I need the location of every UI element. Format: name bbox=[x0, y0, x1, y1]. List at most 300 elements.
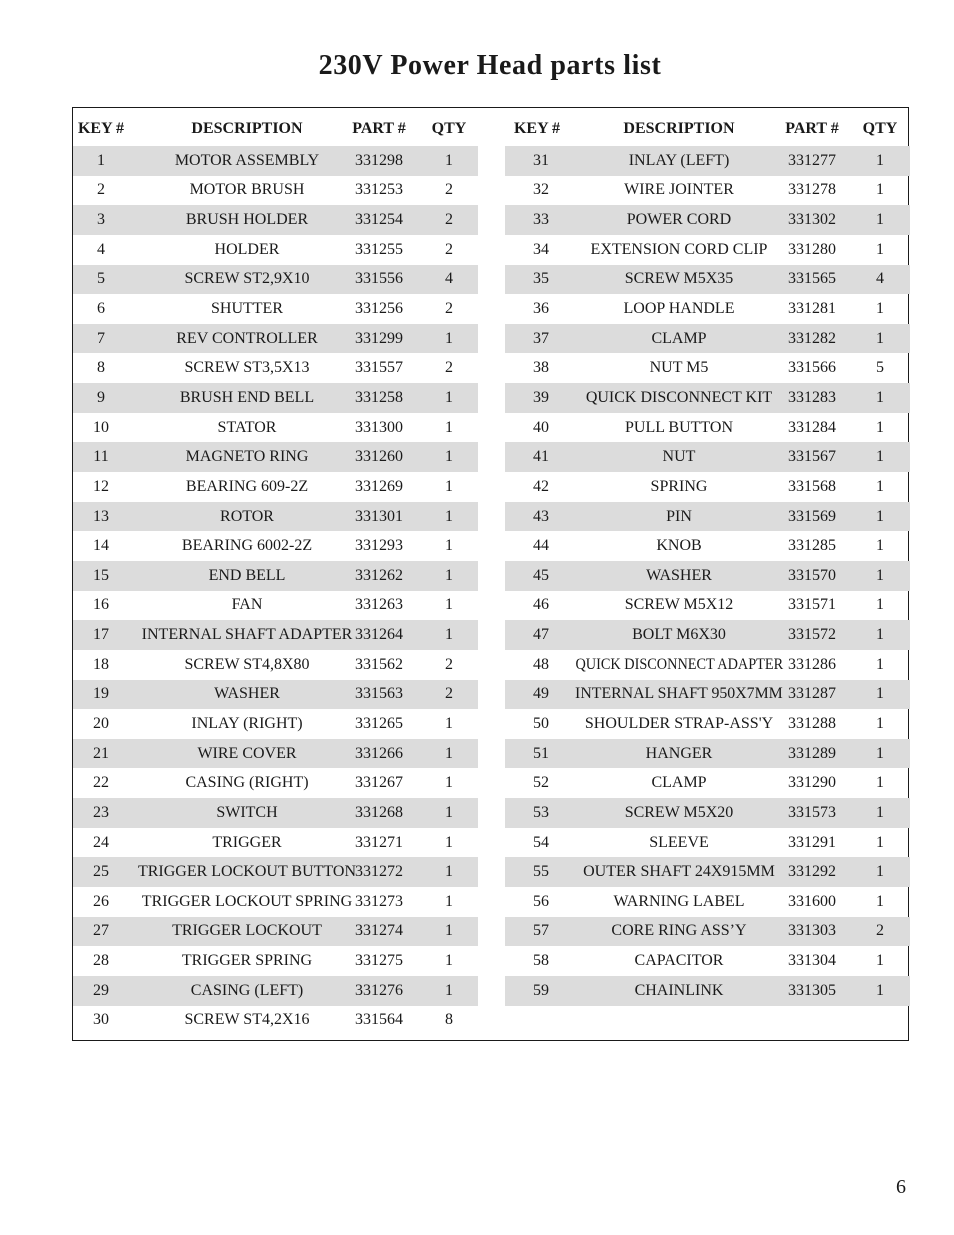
quantity-cell: 4 bbox=[445, 270, 453, 288]
table-row bbox=[505, 324, 910, 354]
description-cell: INLAY (LEFT) bbox=[628, 151, 730, 169]
key-cell: 27 bbox=[93, 922, 109, 940]
key-cell: 39 bbox=[533, 388, 549, 406]
key-cell: 55 bbox=[533, 863, 549, 881]
key-cell: 38 bbox=[533, 359, 549, 377]
part-number-cell: 331293 bbox=[355, 537, 403, 555]
part-number-cell: 331266 bbox=[355, 744, 403, 762]
table-row bbox=[505, 591, 910, 621]
description-cell: SPRING bbox=[650, 477, 708, 495]
part-number-cell: 331272 bbox=[355, 863, 403, 881]
quantity-cell: 1 bbox=[876, 418, 884, 436]
quantity-cell: 1 bbox=[876, 626, 884, 644]
part-number-cell: 331571 bbox=[788, 596, 836, 614]
part-number-cell: 331285 bbox=[788, 537, 836, 555]
description-cell: BRUSH END BELL bbox=[179, 388, 315, 406]
key-cell: 53 bbox=[533, 803, 549, 821]
key-cell: 28 bbox=[93, 952, 109, 970]
description-cell: WIRE COVER bbox=[197, 744, 297, 762]
description-cell: FAN bbox=[231, 596, 263, 614]
part-number-cell: 331286 bbox=[788, 655, 836, 673]
description-cell: SCREW ST3,5X13 bbox=[184, 359, 310, 377]
part-number-cell: 331254 bbox=[355, 211, 403, 229]
key-cell: 13 bbox=[93, 507, 109, 525]
description-cell: CORE RING ASS’Y bbox=[611, 922, 747, 940]
quantity-cell: 1 bbox=[876, 774, 884, 792]
part-number-cell: 331269 bbox=[355, 477, 403, 495]
table-row bbox=[73, 709, 478, 739]
quantity-cell: 1 bbox=[445, 596, 453, 614]
part-number-cell: 331274 bbox=[355, 922, 403, 940]
description-cell: PULL BUTTON bbox=[625, 418, 733, 436]
table-row bbox=[73, 917, 478, 947]
key-cell: 3 bbox=[97, 211, 105, 229]
description-cell: TRIGGER SPRING bbox=[181, 952, 313, 970]
quantity-cell: 1 bbox=[445, 566, 453, 584]
quantity-cell: 1 bbox=[876, 181, 884, 199]
part-number-cell: 331600 bbox=[788, 892, 836, 910]
part-number-cell: 331572 bbox=[788, 626, 836, 644]
part-number-cell: 331569 bbox=[788, 507, 836, 525]
key-cell: 40 bbox=[533, 418, 549, 436]
table-row bbox=[505, 709, 910, 739]
part-number-cell: 331282 bbox=[788, 329, 836, 347]
key-cell: 2 bbox=[97, 181, 105, 199]
description-cell: EXTENSION CORD CLIP bbox=[590, 240, 768, 258]
table-row bbox=[505, 798, 910, 828]
header-qty: QTY bbox=[862, 120, 898, 137]
quantity-cell: 1 bbox=[445, 981, 453, 999]
key-cell: 56 bbox=[533, 892, 549, 910]
description-cell: MOTOR BRUSH bbox=[189, 181, 305, 199]
table-row bbox=[505, 857, 910, 887]
part-number-cell: 331278 bbox=[788, 181, 836, 199]
table-row bbox=[73, 976, 478, 1006]
key-cell: 36 bbox=[533, 300, 549, 318]
table-row bbox=[73, 739, 478, 769]
description-cell: MAGNETO RING bbox=[185, 448, 309, 466]
description-cell: SCREW ST4,8X80 bbox=[184, 655, 310, 673]
table-row bbox=[505, 917, 910, 947]
table-row bbox=[73, 205, 478, 235]
key-cell: 34 bbox=[533, 240, 549, 258]
key-cell: 31 bbox=[533, 151, 549, 169]
header-description: DESCRIPTION bbox=[623, 120, 735, 137]
key-cell: 10 bbox=[93, 418, 109, 436]
part-number-cell: 331258 bbox=[355, 388, 403, 406]
part-number-cell: 331288 bbox=[788, 714, 836, 732]
part-number-cell: 331287 bbox=[788, 685, 836, 703]
key-cell: 25 bbox=[93, 863, 109, 881]
part-number-cell: 331292 bbox=[788, 863, 836, 881]
description-cell: REV CONTROLLER bbox=[176, 329, 318, 347]
table-row bbox=[505, 294, 910, 324]
description-cell: END BELL bbox=[208, 566, 286, 584]
quantity-cell: 1 bbox=[876, 833, 884, 851]
key-cell: 58 bbox=[533, 952, 549, 970]
quantity-cell: 1 bbox=[445, 744, 453, 762]
quantity-cell: 1 bbox=[445, 626, 453, 644]
key-cell: 50 bbox=[533, 714, 549, 732]
description-cell: STATOR bbox=[217, 418, 277, 436]
description-cell: BEARING 609-2Z bbox=[185, 477, 309, 495]
page-title: 230V Power Head parts list bbox=[318, 50, 662, 81]
table-row bbox=[505, 205, 910, 235]
part-number-cell: 331280 bbox=[788, 240, 836, 258]
description-cell: TRIGGER LOCKOUT BUTTON bbox=[137, 863, 357, 881]
key-cell: 41 bbox=[533, 448, 549, 466]
table-header bbox=[505, 108, 910, 146]
part-number-cell: 331566 bbox=[788, 359, 836, 377]
quantity-cell: 2 bbox=[445, 300, 453, 318]
description-cell: HOLDER bbox=[214, 240, 280, 258]
table-row bbox=[505, 768, 910, 798]
table-row bbox=[73, 1006, 478, 1036]
key-cell: 8 bbox=[97, 359, 105, 377]
quantity-cell: 8 bbox=[445, 1011, 453, 1029]
key-cell: 51 bbox=[533, 744, 549, 762]
quantity-cell: 1 bbox=[445, 151, 453, 169]
key-cell: 21 bbox=[93, 744, 109, 762]
part-number-cell: 331267 bbox=[355, 774, 403, 792]
part-number-cell: 331284 bbox=[788, 418, 836, 436]
table-row bbox=[505, 265, 910, 295]
key-cell: 47 bbox=[533, 626, 549, 644]
table-row bbox=[73, 442, 478, 472]
table-row bbox=[73, 680, 478, 710]
quantity-cell: 1 bbox=[445, 892, 453, 910]
key-cell: 32 bbox=[533, 181, 549, 199]
table-row bbox=[505, 739, 910, 769]
key-cell: 19 bbox=[93, 685, 109, 703]
description-cell: HANGER bbox=[645, 744, 713, 762]
table-row bbox=[73, 561, 478, 591]
key-cell: 22 bbox=[93, 774, 109, 792]
quantity-cell: 1 bbox=[876, 300, 884, 318]
description-cell: MOTOR ASSEMBLY bbox=[174, 151, 320, 169]
description-cell: WASHER bbox=[214, 685, 280, 703]
key-cell: 6 bbox=[97, 300, 105, 318]
quantity-cell: 1 bbox=[876, 952, 884, 970]
quantity-cell: 1 bbox=[876, 744, 884, 762]
quantity-cell: 1 bbox=[876, 507, 884, 525]
key-cell: 57 bbox=[533, 922, 549, 940]
key-cell: 15 bbox=[93, 566, 109, 584]
part-number-cell: 331562 bbox=[355, 655, 403, 673]
header-key: KEY # bbox=[513, 120, 561, 137]
table-row bbox=[73, 798, 478, 828]
description-cell: TRIGGER LOCKOUT SPRING bbox=[141, 892, 353, 910]
table-row bbox=[73, 857, 478, 887]
rows-right bbox=[505, 146, 910, 1006]
quantity-cell: 1 bbox=[445, 863, 453, 881]
description-cell: SCREW M5X12 bbox=[624, 596, 734, 614]
table-row bbox=[73, 146, 478, 176]
key-cell: 59 bbox=[533, 981, 549, 999]
quantity-cell: 1 bbox=[876, 240, 884, 258]
description-cell: INTERNAL SHAFT 950X7MM bbox=[575, 685, 783, 703]
header-part: PART # bbox=[785, 120, 839, 137]
description-cell: SCREW ST4,2X16 bbox=[184, 1011, 310, 1029]
part-number-cell: 331289 bbox=[788, 744, 836, 762]
header-description: DESCRIPTION bbox=[191, 120, 303, 137]
table-row bbox=[505, 383, 910, 413]
description-cell: CLAMP bbox=[651, 774, 707, 792]
table-row bbox=[73, 413, 478, 443]
part-number-cell: 331556 bbox=[355, 270, 403, 288]
parts-column-right bbox=[505, 108, 910, 1006]
part-number-cell: 331568 bbox=[788, 477, 836, 495]
header-part: PART # bbox=[352, 120, 406, 137]
part-number-cell: 331271 bbox=[355, 833, 403, 851]
table-row bbox=[505, 828, 910, 858]
table-row bbox=[73, 591, 478, 621]
quantity-cell: 1 bbox=[445, 329, 453, 347]
table-row bbox=[505, 146, 910, 176]
header-key: KEY # bbox=[77, 120, 125, 137]
description-cell: INTERNAL SHAFT ADAPTER bbox=[141, 626, 353, 644]
part-number-cell: 331570 bbox=[788, 566, 836, 584]
quantity-cell: 2 bbox=[445, 655, 453, 673]
quantity-cell: 1 bbox=[876, 714, 884, 732]
part-number-cell: 331302 bbox=[788, 211, 836, 229]
table-row bbox=[73, 383, 478, 413]
key-cell: 30 bbox=[93, 1011, 109, 1029]
table-row bbox=[73, 472, 478, 502]
key-cell: 7 bbox=[97, 329, 105, 347]
key-cell: 11 bbox=[93, 448, 109, 466]
table-row bbox=[73, 265, 478, 295]
parts-column-left bbox=[73, 108, 478, 1035]
part-number-cell: 331265 bbox=[355, 714, 403, 732]
description-cell: TRIGGER LOCKOUT bbox=[172, 922, 322, 940]
quantity-cell: 1 bbox=[876, 388, 884, 406]
key-cell: 49 bbox=[533, 685, 549, 703]
part-number-cell: 331305 bbox=[788, 981, 836, 999]
table-row bbox=[505, 413, 910, 443]
description-cell: WASHER bbox=[646, 566, 712, 584]
description-cell: BRUSH HOLDER bbox=[185, 211, 309, 229]
part-number-cell: 331301 bbox=[355, 507, 403, 525]
key-cell: 14 bbox=[93, 537, 109, 555]
quantity-cell: 1 bbox=[445, 922, 453, 940]
table-row bbox=[505, 442, 910, 472]
key-cell: 1 bbox=[97, 151, 105, 169]
quantity-cell: 5 bbox=[876, 359, 884, 377]
key-cell: 37 bbox=[533, 329, 549, 347]
table-row bbox=[505, 976, 910, 1006]
description-cell: SHOULDER STRAP-ASS'Y bbox=[584, 714, 774, 732]
parts-table bbox=[72, 107, 909, 1041]
quantity-cell: 1 bbox=[876, 537, 884, 555]
table-row bbox=[505, 502, 910, 532]
part-number-cell: 331268 bbox=[355, 803, 403, 821]
key-cell: 5 bbox=[97, 270, 105, 288]
part-number-cell: 331290 bbox=[788, 774, 836, 792]
key-cell: 48 bbox=[533, 655, 549, 673]
key-cell: 18 bbox=[93, 655, 109, 673]
table-row bbox=[505, 887, 910, 917]
description-cell: QUICK DISCONNECT KIT bbox=[585, 388, 773, 406]
quantity-cell: 2 bbox=[445, 211, 453, 229]
table-row bbox=[505, 472, 910, 502]
description-cell: SCREW ST2,9X10 bbox=[184, 270, 310, 288]
part-number-cell: 331273 bbox=[355, 892, 403, 910]
quantity-cell: 1 bbox=[876, 596, 884, 614]
table-row bbox=[505, 620, 910, 650]
quantity-cell: 1 bbox=[876, 566, 884, 584]
description-cell: CHAINLINK bbox=[634, 981, 724, 999]
description-cell: WIRE JOINTER bbox=[624, 181, 734, 199]
quantity-cell: 1 bbox=[445, 418, 453, 436]
part-number-cell: 331264 bbox=[355, 626, 403, 644]
key-cell: 12 bbox=[93, 477, 109, 495]
part-number-cell: 331255 bbox=[355, 240, 403, 258]
description-cell: TRIGGER bbox=[212, 833, 282, 851]
table-row bbox=[505, 353, 910, 383]
part-number-cell: 331565 bbox=[788, 270, 836, 288]
part-number-cell: 331276 bbox=[355, 981, 403, 999]
quantity-cell: 2 bbox=[445, 181, 453, 199]
rows-left bbox=[73, 146, 478, 1035]
part-number-cell: 331262 bbox=[355, 566, 403, 584]
table-row bbox=[73, 294, 478, 324]
part-number-cell: 331263 bbox=[355, 596, 403, 614]
quantity-cell: 1 bbox=[445, 388, 453, 406]
description-cell: ROTOR bbox=[220, 507, 274, 525]
description-cell: LOOP HANDLE bbox=[623, 300, 735, 318]
quantity-cell: 1 bbox=[445, 833, 453, 851]
key-cell: 33 bbox=[533, 211, 549, 229]
part-number-cell: 331298 bbox=[355, 151, 403, 169]
description-cell: CASING (RIGHT) bbox=[185, 774, 309, 792]
quantity-cell: 1 bbox=[876, 981, 884, 999]
quantity-cell: 1 bbox=[445, 714, 453, 732]
description-cell: INLAY (RIGHT) bbox=[191, 714, 303, 732]
quantity-cell: 1 bbox=[876, 477, 884, 495]
part-number-cell: 331304 bbox=[788, 952, 836, 970]
quantity-cell: 2 bbox=[445, 685, 453, 703]
part-number-cell: 331275 bbox=[355, 952, 403, 970]
part-number-cell: 331564 bbox=[355, 1011, 403, 1029]
quantity-cell: 1 bbox=[876, 892, 884, 910]
table-row bbox=[505, 650, 910, 680]
quantity-cell: 1 bbox=[876, 211, 884, 229]
description-cell: SWITCH bbox=[216, 803, 278, 821]
key-cell: 9 bbox=[97, 388, 105, 406]
key-cell: 17 bbox=[93, 626, 109, 644]
key-cell: 45 bbox=[533, 566, 549, 584]
description-cell: SCREW M5X35 bbox=[624, 270, 734, 288]
quantity-cell: 1 bbox=[445, 952, 453, 970]
quantity-cell: 2 bbox=[445, 240, 453, 258]
part-number-cell: 331299 bbox=[355, 329, 403, 347]
quantity-cell: 4 bbox=[876, 270, 884, 288]
key-cell: 23 bbox=[93, 803, 109, 821]
quantity-cell: 2 bbox=[445, 359, 453, 377]
description-cell: POWER CORD bbox=[626, 211, 732, 229]
part-number-cell: 331277 bbox=[788, 151, 836, 169]
key-cell: 44 bbox=[533, 537, 549, 555]
key-cell: 54 bbox=[533, 833, 549, 851]
description-cell: QUICK DISCONNECT ADAPTER bbox=[575, 655, 783, 673]
part-number-cell: 331563 bbox=[355, 685, 403, 703]
table-row bbox=[73, 946, 478, 976]
description-cell: BOLT M6X30 bbox=[632, 626, 726, 644]
table-row bbox=[73, 828, 478, 858]
key-cell: 35 bbox=[533, 270, 549, 288]
description-cell: NUT bbox=[662, 448, 696, 466]
table-row bbox=[505, 235, 910, 265]
description-cell: KNOB bbox=[656, 537, 702, 555]
part-number-cell: 331256 bbox=[355, 300, 403, 318]
quantity-cell: 1 bbox=[876, 151, 884, 169]
quantity-cell: 1 bbox=[445, 803, 453, 821]
key-cell: 4 bbox=[97, 240, 105, 258]
table-header bbox=[73, 108, 478, 146]
table-row bbox=[73, 176, 478, 206]
header-qty: QTY bbox=[431, 120, 467, 137]
description-cell: BEARING 6002-2Z bbox=[181, 537, 313, 555]
key-cell: 26 bbox=[93, 892, 109, 910]
key-cell: 52 bbox=[533, 774, 549, 792]
quantity-cell: 1 bbox=[876, 803, 884, 821]
part-number-cell: 331291 bbox=[788, 833, 836, 851]
quantity-cell: 1 bbox=[876, 448, 884, 466]
part-number-cell: 331573 bbox=[788, 803, 836, 821]
description-cell: SLEEVE bbox=[649, 833, 709, 851]
table-row bbox=[505, 531, 910, 561]
description-cell: OUTER SHAFT 24X915MM bbox=[583, 863, 775, 881]
description-cell: NUT M5 bbox=[649, 359, 709, 377]
description-cell: CLAMP bbox=[651, 329, 707, 347]
quantity-cell: 1 bbox=[445, 774, 453, 792]
description-cell: SCREW M5X20 bbox=[624, 803, 734, 821]
key-cell: 43 bbox=[533, 507, 549, 525]
quantity-cell: 1 bbox=[445, 507, 453, 525]
part-number-cell: 331300 bbox=[355, 418, 403, 436]
table-row bbox=[505, 946, 910, 976]
quantity-cell: 1 bbox=[876, 685, 884, 703]
table-row bbox=[73, 502, 478, 532]
table-row bbox=[73, 887, 478, 917]
description-cell: SHUTTER bbox=[211, 300, 283, 318]
part-number-cell: 331281 bbox=[788, 300, 836, 318]
description-cell: CAPACITOR bbox=[634, 952, 724, 970]
key-cell: 29 bbox=[93, 981, 109, 999]
table-row bbox=[73, 353, 478, 383]
key-cell: 46 bbox=[533, 596, 549, 614]
table-row bbox=[73, 531, 478, 561]
table-row bbox=[73, 324, 478, 354]
quantity-cell: 1 bbox=[876, 329, 884, 347]
key-cell: 16 bbox=[93, 596, 109, 614]
part-number-cell: 331260 bbox=[355, 448, 403, 466]
quantity-cell: 1 bbox=[876, 655, 884, 673]
key-cell: 42 bbox=[533, 477, 549, 495]
part-number-cell: 331557 bbox=[355, 359, 403, 377]
table-row bbox=[73, 235, 478, 265]
description-cell: CASING (LEFT) bbox=[190, 981, 304, 999]
quantity-cell: 2 bbox=[876, 922, 884, 940]
description-cell: PIN bbox=[666, 507, 692, 525]
part-number-cell: 331253 bbox=[355, 181, 403, 199]
table-row bbox=[73, 768, 478, 798]
quantity-cell: 1 bbox=[876, 863, 884, 881]
table-row bbox=[505, 176, 910, 206]
part-number-cell: 331303 bbox=[788, 922, 836, 940]
page-number: 6 bbox=[896, 1176, 906, 1198]
